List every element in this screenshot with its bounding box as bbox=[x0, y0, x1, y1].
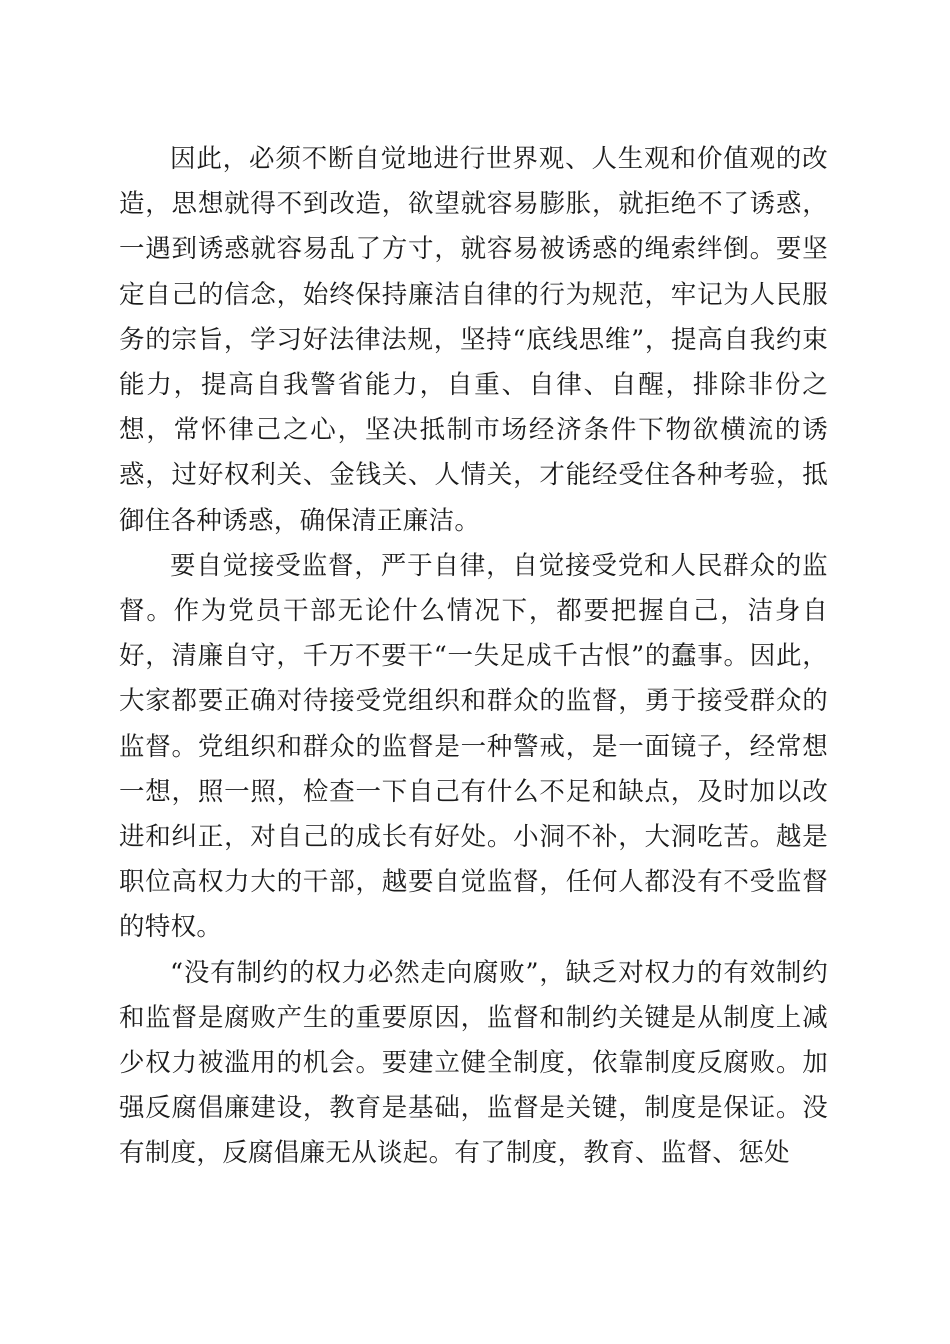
paragraph-3: “没有制约的权力必然走向腐败”，缺乏对权力的有效制约和监督是腐败产生的重要原因，监督和制约关键是从制度上减少权力被滥用的机会。要建立健全制度，依靠制度反腐败。加强反腐倡廉建设，教育是基础，监督是关键，制度是保证。没有制度，反腐倡廉无从谈起。有了制度，教育、监督、惩处 bbox=[119, 957, 828, 1169]
document-body bbox=[119, 137, 828, 1177]
paragraph-1: 因此，必须不断自觉地进行世界观、人生观和价值观的改造，思想就得不到改造，欲望就容易膨胀，就拒绝不了诱惑，一遇到诱惑就容易乱了方寸，就容易被诱惑的绳索绊倒。要坚定自己的信念，始终保持廉洁自律的行为规范，牢记为人民服务的宗旨，学习好法律法规，坚持“底线思维”，提高自我约束能力，提高自我警省能力，自重、自律、自醒，排除非份之想，常怀律己之心，坚决抵制市场经济条件下物欲横流的诱惑，过好权利关、金钱关、人情关，才能经受住各种考验，抵御住各种诱惑，确保清正廉洁。 bbox=[119, 144, 828, 536]
paragraph-2: 要自觉接受监督，严于自律，自觉接受党和人民群众的监督。作为党员干部无论什么情况下，都要把握自己，洁身自好，清廉自守，千万不要干“一失足成千古恨”的蠢事。因此，大家都要正确对待接受党组织和群众的监督，勇于接受群众的监督。党组织和群众的监督是一种警戒，是一面镜子，经常想一想，照一照，检查一下自己有什么不足和缺点，及时加以改进和纠正，对自己的成长有好处。小洞不补，大洞吃苦。越是职位高权力大的干部，越要自觉监督，任何人都没有不受监督的特权。 bbox=[119, 550, 828, 943]
